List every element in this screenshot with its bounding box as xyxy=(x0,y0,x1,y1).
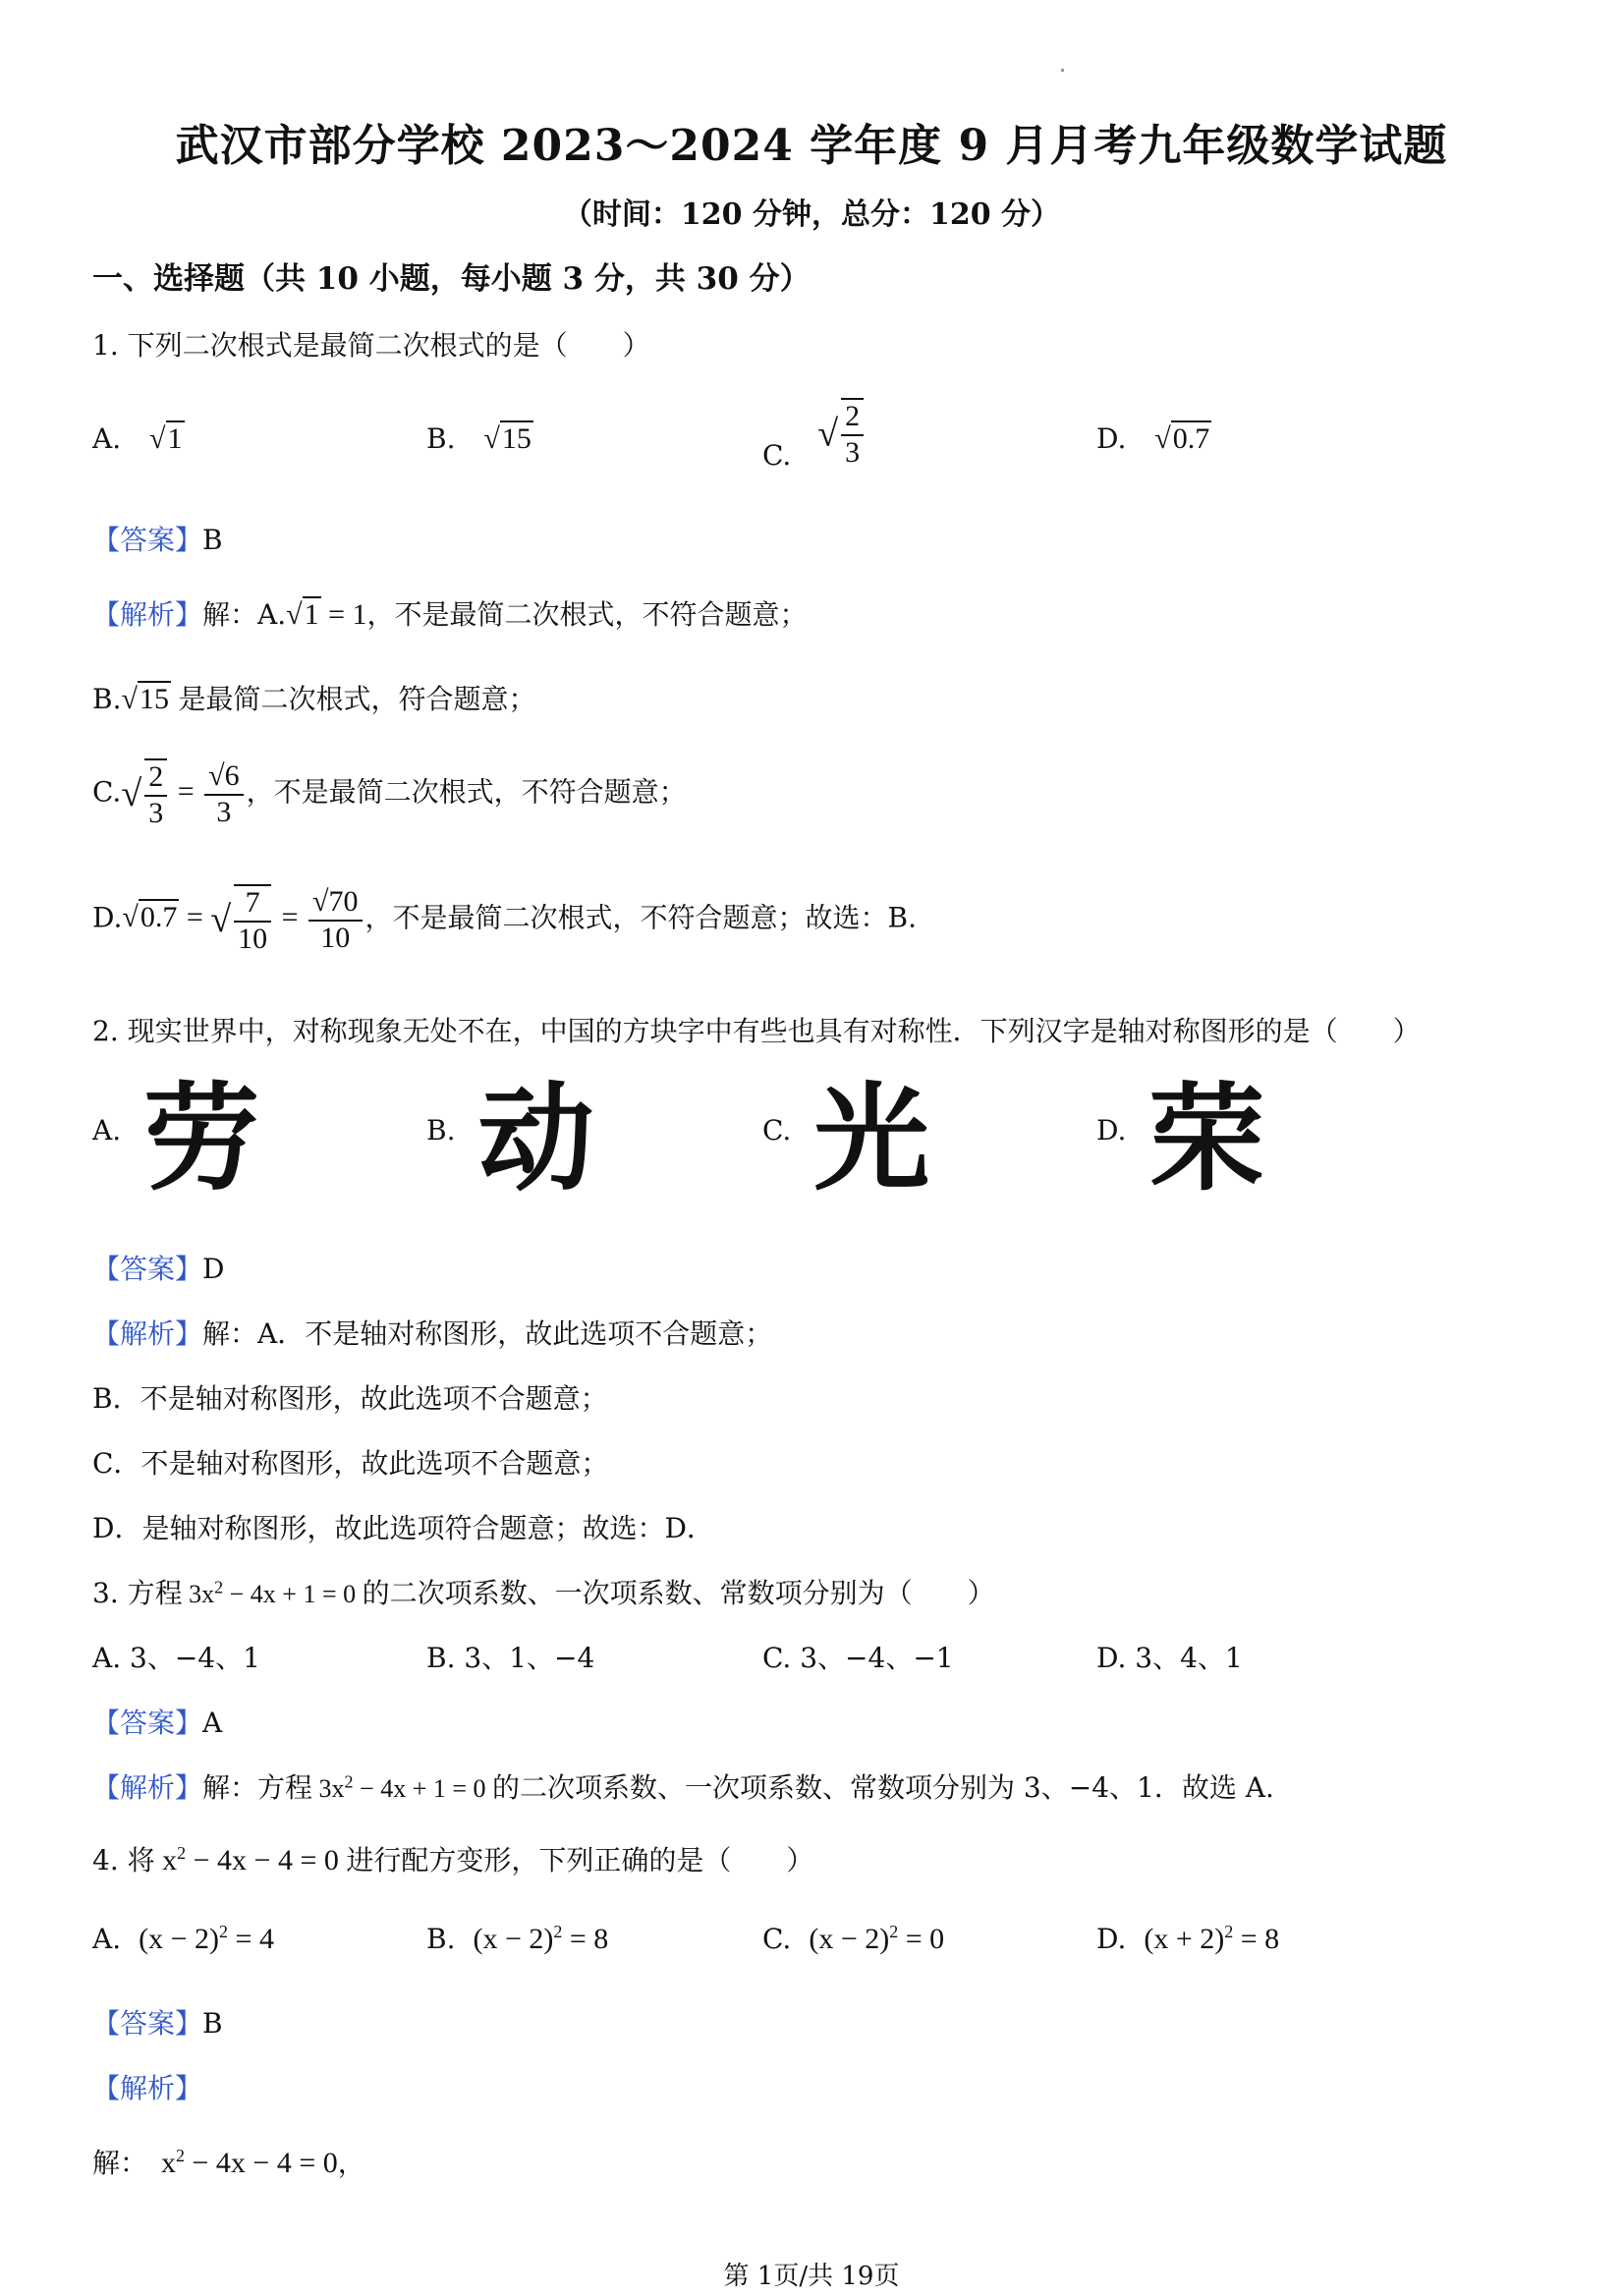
q1-option-a xyxy=(92,422,185,456)
q4-option-d-rhs: = 8 xyxy=(1233,1923,1280,1955)
q1-option-d-label: D. xyxy=(1096,422,1127,455)
q4-option-d-base: (x + 2) xyxy=(1144,1923,1225,1955)
q3-answer-value: A xyxy=(202,1707,223,1739)
q1-expl-c-tail: ，不是最简二次根式，不符合题意； xyxy=(246,775,687,809)
q2-explanation-4: D．是轴对称图形，故此选项符合题意；故选：D． xyxy=(92,1512,714,1544)
analysis-tag: 【解析】 xyxy=(92,1317,203,1350)
q3-option-d: D. 3、4、1 xyxy=(1096,1642,1243,1674)
q1-option-c xyxy=(762,398,867,473)
q1-option-c-math: √ $\frac{2}{3}$ xyxy=(817,398,867,470)
section-heading: 一、选择题（共 10 小题，每小题 3 分，共 30 分） xyxy=(92,261,811,297)
q1-expl-c-math: √ $\frac{2}{3}$ = $\frac{√6}{3}$ xyxy=(121,775,246,808)
scan-dot xyxy=(1061,69,1064,72)
q3-expl-equation: $3x^2 - 4x + 1 = 0$ xyxy=(312,1771,493,1803)
q2-option-c-label: C. xyxy=(762,1114,792,1147)
question-2-stem: 2. 现实世界中，对称现象无处不在，中国的方块字中有些也具有对称性．下列汉字是轴对称图形的是（ ） xyxy=(92,1015,1421,1047)
question-4-stem xyxy=(92,1839,813,1878)
q2-expl-line-1: 解：A．不是轴对称图形，故此选项不合题意； xyxy=(202,1317,773,1350)
q4-option-c-rhs: = 0 xyxy=(898,1923,945,1955)
q4-option-b-label: B. xyxy=(426,1923,456,1955)
q2-option-b-label: B. xyxy=(426,1114,456,1147)
q1-option-d-math: √0.7 xyxy=(1154,422,1210,455)
q4-option-a-label: A. xyxy=(92,1923,122,1955)
q2-option-a-char: 劳 xyxy=(143,1071,260,1206)
q4-expl-post: ， xyxy=(337,2147,365,2179)
q4-option-a-math: $(x - 2)^2 = 4$ xyxy=(139,1922,274,1955)
q1-answer xyxy=(92,519,223,558)
q1-option-c-label: C. xyxy=(762,439,792,473)
q4-stem-pre: 4. 将 xyxy=(92,1844,155,1876)
q4-option-d-label: D. xyxy=(1096,1923,1127,1955)
page-title: 武汉市部分学校 2023～2024 学年度 9 月月考九年级数学试题 xyxy=(175,121,1448,171)
q2-answer xyxy=(92,1248,224,1287)
q4-option-b-math: $(x - 2)^2 = 8$ xyxy=(473,1922,609,1955)
q4-option-d xyxy=(1096,1922,1279,1956)
q1-expl-a-math: √1 = 1 xyxy=(286,598,367,631)
q4-analysis-heading xyxy=(92,2067,202,2106)
q3-answer xyxy=(92,1702,222,1741)
q4-answer xyxy=(92,2002,223,2042)
answer-tag: 【答案】 xyxy=(92,524,203,556)
q4-option-b xyxy=(426,1922,608,1956)
q2-option-c xyxy=(762,1071,930,1206)
q1-expl-c-lead: C. xyxy=(92,775,122,809)
analysis-tag: 【解析】 xyxy=(92,598,203,631)
q3-option-c: C. 3、−4、−1 xyxy=(762,1642,954,1674)
q2-option-b-char: 动 xyxy=(477,1071,594,1206)
q4-option-b-base: (x − 2) xyxy=(473,1923,554,1955)
q1-option-d xyxy=(1096,422,1211,456)
q4-option-a-rhs: = 4 xyxy=(228,1923,274,1955)
q1-option-b-label: B. xyxy=(426,422,456,455)
q1-expl-d-math: √0.7 = √ $\frac{7}{10}$ = $\frac{√70}{10}$ xyxy=(122,901,364,933)
q3-option-a: A. 3、−4、1 xyxy=(92,1642,260,1674)
q2-option-d-label: D. xyxy=(1096,1114,1127,1147)
q2-option-c-char: 光 xyxy=(813,1071,930,1206)
page-footer: 第 1页/共 19页 xyxy=(723,2262,900,2291)
q1-option-a-math: √1 xyxy=(149,422,183,455)
answer-tag: 【答案】 xyxy=(92,1253,203,1285)
q3-expl-pre: 解：方程 xyxy=(202,1771,313,1804)
q2-option-a-label: A. xyxy=(92,1114,122,1147)
q1-expl-b-lead: B. xyxy=(92,683,122,715)
q4-expl-pre: 解： xyxy=(92,2147,148,2179)
q2-option-a xyxy=(92,1071,260,1206)
q2-explanation-3: C．不是轴对称图形，故此选项不合题意； xyxy=(92,1447,609,1480)
q1-option-b xyxy=(426,422,533,456)
q4-option-d-math: $(x + 2)^2 = 8$ xyxy=(1144,1922,1280,1955)
q1-expl-a-lead: 解：A. xyxy=(202,598,287,631)
q2-option-d-char: 荣 xyxy=(1148,1071,1265,1206)
q2-answer-value: D xyxy=(202,1253,225,1285)
q1-answer-value: B xyxy=(202,524,223,556)
q1-explanation-b xyxy=(92,678,535,717)
q1-expl-d-tail: ，不是最简二次根式，不符合题意；故选：B. xyxy=(364,901,917,934)
q1-explanation-a xyxy=(92,593,808,633)
q4-option-c-math: $(x - 2)^2 = 0$ xyxy=(809,1922,945,1955)
q4-option-b-rhs: = 8 xyxy=(562,1923,609,1955)
q4-option-a xyxy=(92,1922,274,1956)
q4-option-c xyxy=(762,1922,944,1956)
q2-option-b xyxy=(426,1071,594,1206)
q1-expl-b-tail: 是最简二次根式，符合题意； xyxy=(178,683,536,715)
exam-subtitle: （时间：120 分钟，总分：120 分） xyxy=(562,197,1061,232)
q1-expl-a-tail: ，不是最简二次根式，不符合题意； xyxy=(366,598,808,631)
q2-option-d xyxy=(1096,1071,1265,1206)
q1-option-b-math: √15 xyxy=(483,422,532,455)
analysis-tag: 【解析】 xyxy=(92,2072,203,2104)
question-3-stem xyxy=(92,1572,995,1611)
q3-option-b: B. 3、1、−4 xyxy=(426,1642,595,1674)
q1-explanation-d xyxy=(92,884,917,956)
answer-tag: 【答案】 xyxy=(92,1707,203,1739)
q3-equation: $3x^2 - 4x + 1 = 0$ xyxy=(182,1577,363,1608)
q3-stem-post: 的二次项系数、一次项系数、常数项分别为（ ） xyxy=(362,1577,995,1609)
q4-stem-post: 进行配方变形，下列正确的是（ ） xyxy=(346,1844,814,1876)
q4-equation: $x^2 - 4x - 4 = 0$ xyxy=(154,1843,347,1876)
question-1-stem: 1. 下列二次根式是最简二次根式的是（ ） xyxy=(92,329,650,362)
q4-option-a-base: (x − 2) xyxy=(139,1923,220,1955)
q3-explanation xyxy=(92,1766,1274,1806)
q1-expl-b-math: √15 xyxy=(121,683,169,715)
q3-expl-post: 的二次项系数、一次项系数、常数项分别为 3、−4、1．故选 A. xyxy=(492,1771,1274,1804)
q4-option-c-base: (x − 2) xyxy=(809,1923,890,1955)
q4-answer-value: B xyxy=(202,2007,223,2040)
q1-option-a-label: A. xyxy=(92,422,122,455)
q4-explanation xyxy=(92,2142,365,2181)
analysis-tag: 【解析】 xyxy=(92,1771,203,1804)
q4-expl-equation: $x^2 - 4x - 4 = 0$ xyxy=(161,2146,338,2179)
q1-explanation-c xyxy=(92,758,687,830)
q4-option-c-label: C. xyxy=(762,1923,792,1955)
q1-expl-d-lead: D. xyxy=(92,901,123,934)
q2-explanation-1 xyxy=(92,1313,772,1352)
q2-explanation-2: B．不是轴对称图形，故此选项不合题意； xyxy=(92,1382,608,1415)
answer-tag: 【答案】 xyxy=(92,2007,203,2040)
q3-stem-pre: 3. 方程 xyxy=(92,1577,183,1609)
